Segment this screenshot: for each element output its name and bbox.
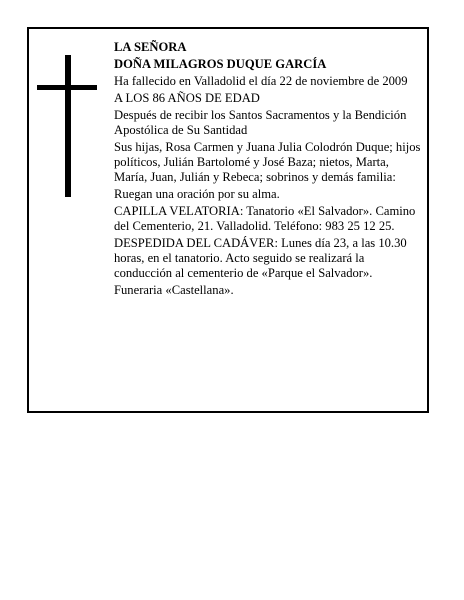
title-line-1: LA SEÑORA xyxy=(114,40,187,54)
cross-icon xyxy=(37,55,97,197)
cross-horizontal-bar xyxy=(37,85,97,90)
prayer-request: Ruegan una oración por su alma. xyxy=(114,187,280,201)
death-info: Ha fallecido en Valladolid el día 22 de noviembre de 2009 xyxy=(114,74,408,88)
age-line: A LOS 86 AÑOS DE EDAD xyxy=(114,91,260,105)
family-list: Sus hijas, Rosa Carmen y Juana Julia Colodrón Duque; hijos políticos, Julián Bartolomé y José Baza; nietos, Marta, María, Juan, Julián y Rebeca; sobrinos y demás familia: xyxy=(114,140,421,184)
deceased-name: DOÑA MILAGROS DUQUE GARCÍA xyxy=(114,57,327,71)
cross-vertical-bar xyxy=(65,55,71,197)
funeral-home: Funeraria «Castellana». xyxy=(114,283,234,297)
farewell-info: DESPEDIDA DEL CADÁVER: Lunes día 23, a las 10.30 horas, en el tanatorio. Acto seguido se realizará la conducción al cementerio de «Parque el Salvador». xyxy=(114,236,407,280)
sacraments-line: Después de recibir los Santos Sacramentos y la Bendición Apostólica de Su Santidad xyxy=(114,108,407,137)
chapel-info: CAPILLA VELATORIA: Tanatorio «El Salvador». Camino del Cementerio, 21. Valladolid. Teléfono: 983 25 12 25. xyxy=(114,204,416,233)
obituary-text xyxy=(114,40,424,300)
